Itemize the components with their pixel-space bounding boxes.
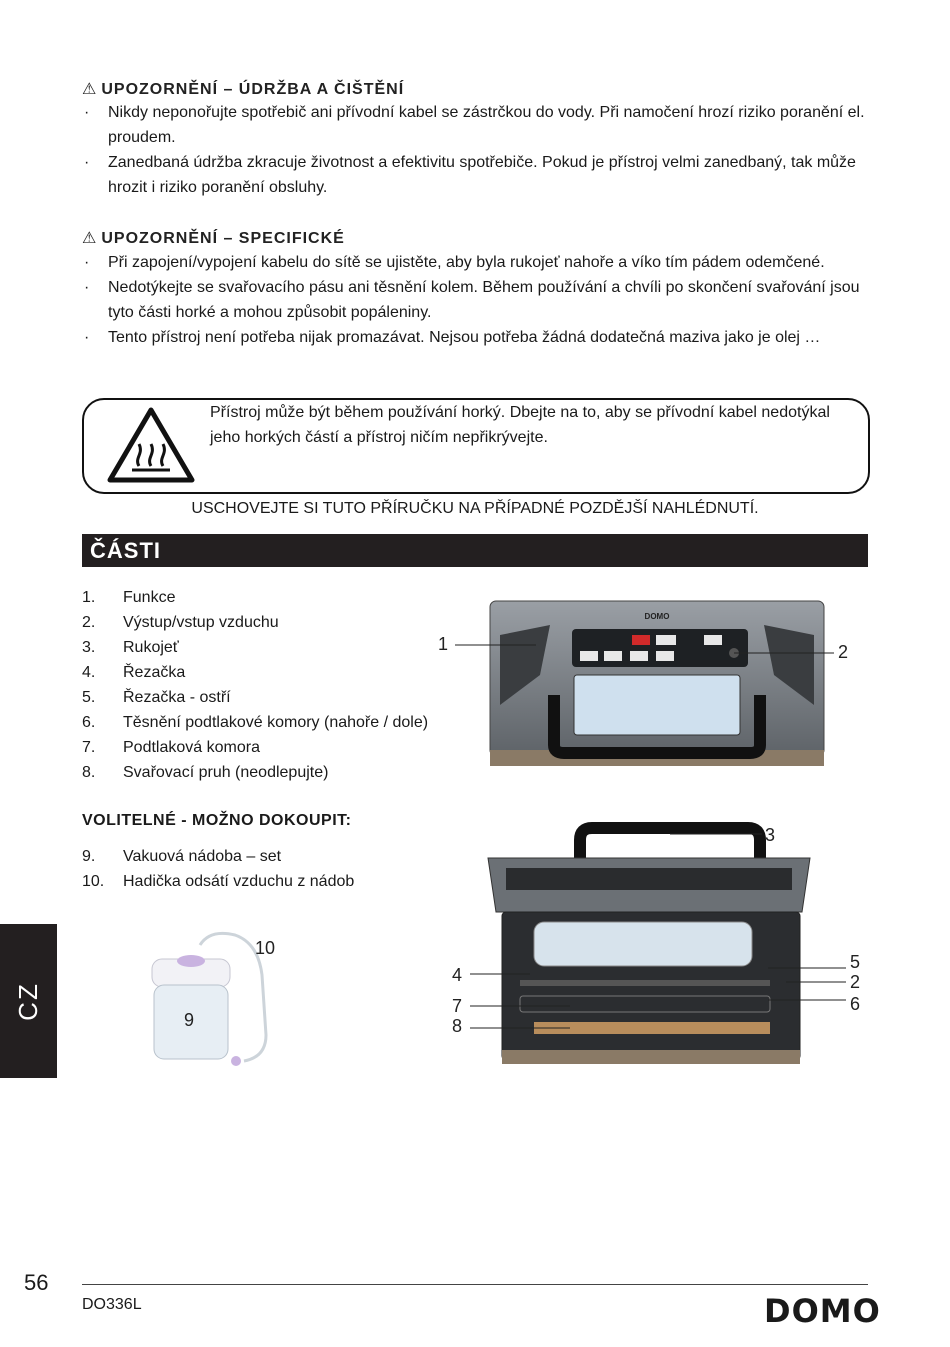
item-label: Hadička odsátí vzduchu z nádob bbox=[123, 873, 355, 890]
device-brand-label: DOMO bbox=[644, 612, 670, 621]
item-number: 4. bbox=[82, 664, 96, 681]
item-number: 7. bbox=[82, 739, 96, 756]
item-label: Svařovací pruh (neodlepujte) bbox=[123, 764, 329, 781]
item-number: 10. bbox=[82, 873, 105, 890]
panel-button bbox=[630, 651, 648, 661]
panel-button bbox=[656, 635, 676, 645]
parts-list bbox=[82, 585, 462, 785]
list-item bbox=[82, 610, 462, 635]
item-label: Řezačka - ostří bbox=[123, 689, 231, 706]
lid-gasket bbox=[506, 868, 792, 890]
callout-3: 3 bbox=[765, 825, 776, 845]
device-base bbox=[502, 1050, 800, 1064]
item-number: 1. bbox=[82, 589, 96, 606]
callout-10: 10 bbox=[255, 938, 276, 958]
callout-7: 7 bbox=[452, 996, 463, 1016]
specific-warning-title-text: UPOZORNĚNÍ – SPECIFICKÉ bbox=[101, 230, 345, 247]
parts-heading: ČÁSTI bbox=[82, 534, 868, 567]
list-item: · Nikdy neponořujte spotřebič ani přívodní kabel se zástrčkou do vody. Při namočení hrozí riziko poranění el. proudem. bbox=[82, 100, 872, 150]
callout-2b: 2 bbox=[850, 972, 861, 992]
optional-parts-list bbox=[82, 844, 462, 894]
list-item: · Tento přístroj není potřeba nijak promazávat. Nejsou potřeba žádná dodatečná maziva jako je olej … bbox=[82, 325, 882, 350]
list-item bbox=[82, 585, 462, 610]
footer-divider bbox=[82, 1284, 868, 1285]
list-item: · Nedotýkejte se svařovacího pásu ani těsnění kolem. Během používání a chvíli po skončení svařování jsou tyto části horké a mohou způsobit popáleniny. bbox=[82, 275, 882, 325]
lid-valve bbox=[177, 955, 205, 967]
callout-6: 6 bbox=[850, 994, 861, 1014]
panel-button bbox=[580, 651, 598, 661]
item-label: Rukojeť bbox=[123, 639, 179, 656]
optional-parts-title: VOLITELNÉ - MOŽNO DOKOUPIT: bbox=[82, 812, 352, 829]
hose-connector bbox=[231, 1056, 241, 1066]
panel-button bbox=[656, 651, 674, 661]
callout-2: 2 bbox=[838, 642, 849, 662]
panel-button bbox=[704, 635, 722, 645]
window-lid bbox=[574, 675, 740, 735]
item-label: Vakuová nádoba – set bbox=[123, 848, 282, 865]
page-number: 56 bbox=[24, 1270, 49, 1295]
warning-triangle-icon: ⚠ bbox=[82, 81, 98, 98]
brand-logo: DOMO bbox=[764, 1292, 881, 1330]
language-tab bbox=[0, 924, 57, 1078]
list-item bbox=[82, 635, 462, 660]
maintenance-warning-title bbox=[82, 79, 404, 99]
list-item bbox=[82, 710, 462, 735]
model-number: DO336L bbox=[82, 1296, 142, 1313]
item-number: 6. bbox=[82, 714, 96, 731]
maintenance-warning-title-text: UPOZORNĚNÍ – ÚDRŽBA A ČIŠTĚNÍ bbox=[101, 81, 405, 98]
cutter-rail bbox=[520, 980, 770, 986]
callout-9: 9 bbox=[184, 1010, 195, 1030]
item-number: 5. bbox=[82, 689, 96, 706]
item-label: Těsnění podtlakové komory (nahoře / dole) bbox=[123, 714, 429, 731]
device-open-figure bbox=[430, 822, 870, 1077]
item-number: 8. bbox=[82, 764, 96, 781]
callout-8: 8 bbox=[452, 1016, 463, 1036]
item-label: Podtlaková komora bbox=[123, 739, 260, 756]
maintenance-warning-list bbox=[82, 100, 872, 200]
item-number: 2. bbox=[82, 614, 96, 631]
callout-4: 4 bbox=[452, 965, 463, 985]
list-item bbox=[82, 844, 462, 869]
film-roll bbox=[534, 922, 752, 966]
warning-triangle-icon: ⚠ bbox=[82, 230, 98, 247]
keep-manual-notice: USCHOVEJTE SI TUTO PŘÍRUČKU NA PŘÍPADNÉ POZDĚJŠÍ NAHLÉDNUTÍ. bbox=[191, 500, 759, 517]
list-item: · Při zapojení/vypojení kabelu do sítě se ujistěte, aby byla rukojeť nahoře a víko tím pádem odemčené. bbox=[82, 250, 882, 275]
item-label: Funkce bbox=[123, 589, 176, 606]
panel-button bbox=[604, 651, 622, 661]
specific-warning-title bbox=[82, 228, 345, 248]
list-item bbox=[82, 869, 462, 894]
hot-surface-warning-text: Přístroj může být během používání horký. Dbejte na to, aby se přívodní kabel nedotýkal jeho horkých částí a přístroj ničím nepřikrývejte. bbox=[210, 404, 830, 446]
control-panel bbox=[572, 629, 748, 667]
callout-5: 5 bbox=[850, 952, 861, 972]
language-tab-label: CZ bbox=[12, 981, 43, 1021]
item-number: 3. bbox=[82, 639, 96, 656]
item-number: 9. bbox=[82, 848, 96, 865]
hot-surface-icon bbox=[106, 406, 196, 484]
specific-warning-list bbox=[82, 250, 882, 350]
list-item bbox=[82, 660, 462, 685]
list-item bbox=[82, 735, 462, 760]
list-item: · Zanedbaná údržba zkracuje životnost a efektivitu spotřebiče. Pokud je přístroj velmi zanedbaný, tak může hrozit i riziko poranění obsluhy. bbox=[82, 150, 872, 200]
list-item bbox=[82, 760, 462, 785]
device-closed-figure bbox=[430, 595, 870, 780]
callout-1: 1 bbox=[438, 634, 449, 654]
item-label: Výstup/vstup vzduchu bbox=[123, 614, 279, 631]
item-label: Řezačka bbox=[123, 664, 186, 681]
stop-button bbox=[632, 635, 650, 645]
list-item bbox=[82, 685, 462, 710]
